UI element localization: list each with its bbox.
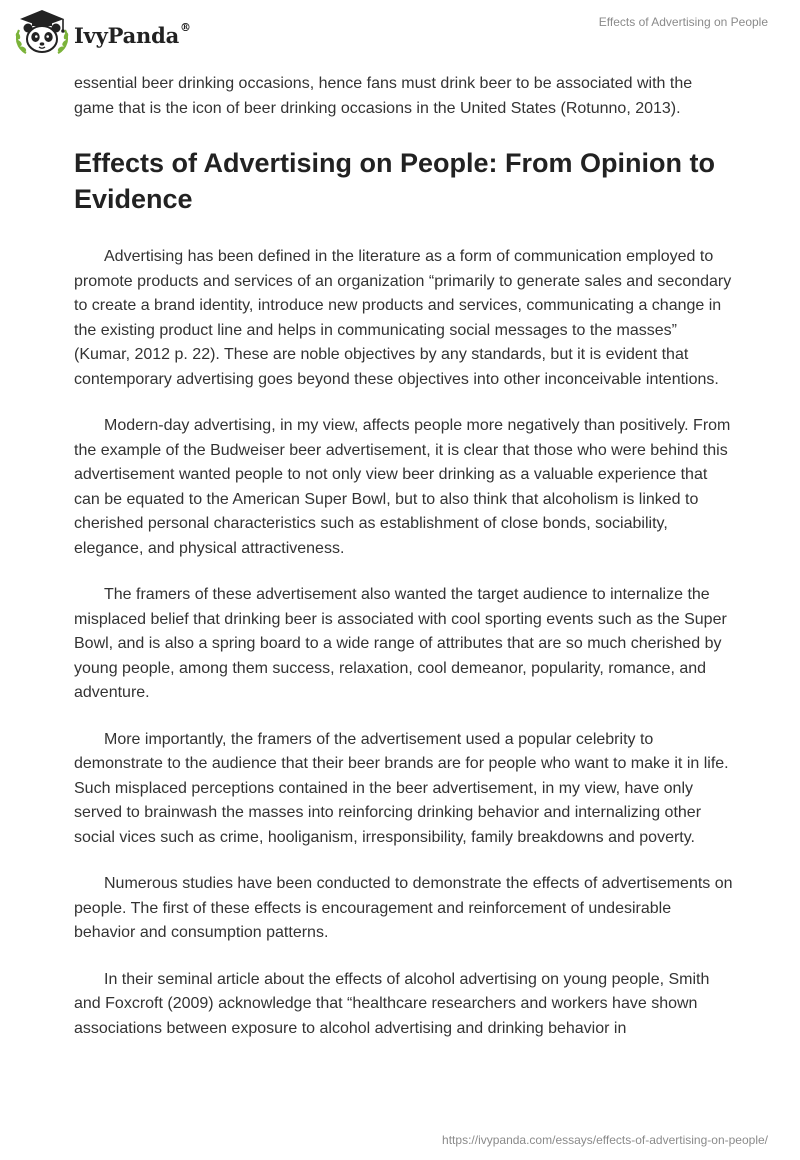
body-paragraph: Advertising has been defined in the literature as a form of communication employed to promote products and services of an organization “primarily to generate sales and secondary to create a brand identity, introduce new products and services, communicating a change in the existing product line and helps in communicating social messages to the masses” (Kumar, 2012 p. 22). These are noble objectives by any standards, but it is evident that contemporary advertising goes beyond these objectives into other inconceivable intentions.: [74, 248, 732, 388]
body-paragraph: In their seminal article about the effects of alcohol advertising on young people, Smith and Foxcroft (2009) acknowledge that “healthcare researchers and workers have shown associations between exposure to alcohol advertising and drinking behavior in: [74, 970, 710, 1037]
footer-source-url[interactable]: https://ivypanda.com/essays/effects-of-advertising-on-people/: [442, 1133, 768, 1147]
brand-name: IvyPanda®: [74, 20, 191, 48]
header-page-title: Effects of Advertising on People: [598, 15, 768, 29]
intro-paragraph: essential beer drinking occasions, hence fans must drink beer to be associated with the game that is the icon of beer drinking occasions in the United States (Rotunno, 2013).: [74, 75, 693, 117]
body-paragraph: Modern-day advertising, in my view, affects people more negatively than positively. From the example of the Budweiser beer advertisement, it is clear that those who were behind this advertisement wanted people to not only view beer drinking as a valuable experience that can be equated to the American Super Bowl, but to also think that alcoholism is linked to cherished personal characteristics such as establishment of close bonds, sociability, elegance, and physical attractiveness.: [74, 417, 731, 557]
section-heading: Effects of Advertising on People: From Opinion to Evidence: [74, 148, 716, 214]
body-paragraph: The framers of these advertisement also wanted the target audience to internalize the misplaced belief that drinking beer is associated with cool sporting events such as the Super Bowl, and is also a spring board to a wide range of attributes that are so much cherished by young people, among them success, relaxation, cool demeanor, popularity, romance, and adventure.: [74, 586, 727, 701]
panda-graduate-icon: [14, 8, 70, 56]
body-paragraph: More importantly, the framers of the advertisement used a popular celebrity to demonstrate to the audience that their beer brands are for people who want to make it in life. Such misplaced perceptions contained in the beer advertisement, in my view, have only served to brainwash the masses into reinforcing drinking behavior and internalizing other social vices such as crime, hooliganism, irresponsibility, family breakdowns and poverty.: [74, 730, 729, 846]
article-body: [74, 72, 734, 1063]
body-paragraph: Numerous studies have been conducted to demonstrate the effects of advertisements on people. The first of these effects is encouragement and reinforcement of undesirable behavior and consumption patterns.: [74, 875, 733, 941]
registered-mark: ®: [180, 20, 191, 34]
page-header: [0, 0, 800, 60]
ivypanda-logo[interactable]: [14, 8, 191, 56]
